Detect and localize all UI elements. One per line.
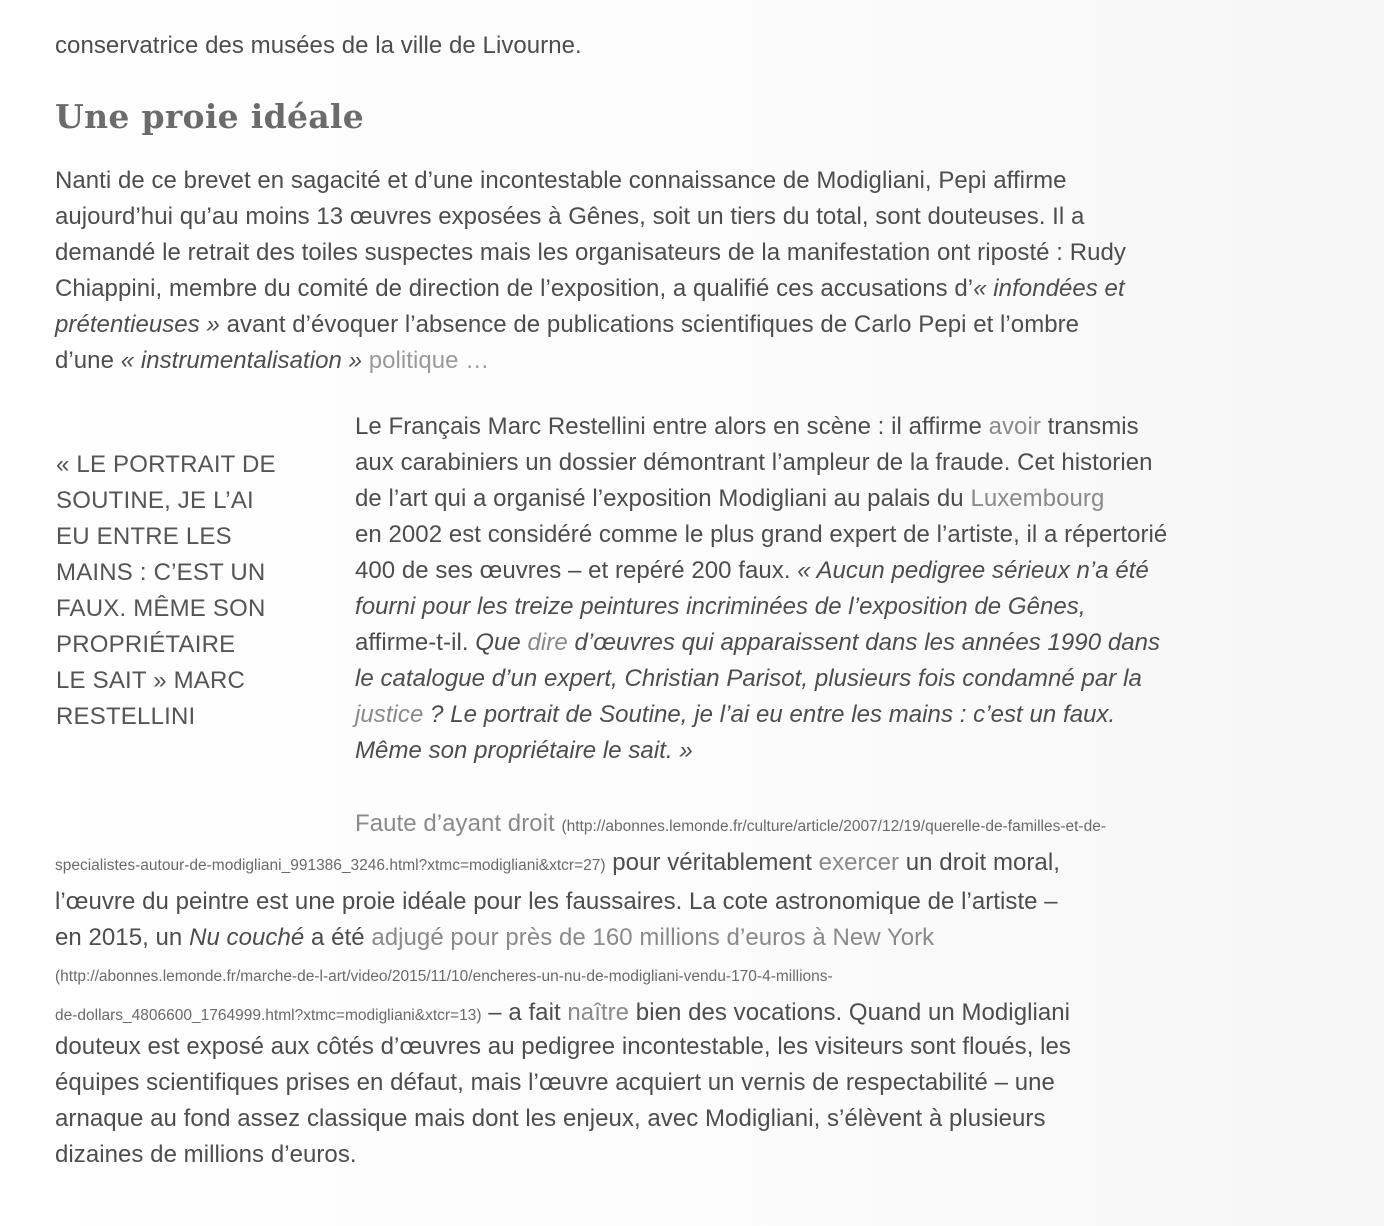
link-exercer[interactable]: exercer [818,849,900,876]
p2-quote: « Aucun pedigree sérieux n’a été [797,557,1149,584]
p1-line: demandé le retrait des toiles suspectes mais les organisateurs de la manifestation ont riposté : Rudy [55,239,1126,266]
p3-line [55,845,1305,884]
p4-line: arnaque au fond assez classique mais dont les enjeux, avec Modigliani, s’élèvent à plusieurs [55,1105,1046,1132]
p2-line [355,553,1305,589]
link-luxembourg[interactable]: Luxembourg [970,485,1105,512]
p2-line [355,661,1305,697]
link-adjuge-new-york[interactable]: adjugé pour près de 160 millions d’euros à New York [371,924,935,951]
p3-text: bien des vocations. Quand un Modigliani [629,999,1071,1026]
p2-quote: ? Le portrait de Soutine, je l’ai eu entre les mains : c’est un faux. [423,701,1116,728]
paragraph-1 [55,163,1295,379]
pull-quote-line: FAUX. MÊME SON [56,595,266,622]
p1-text: avant d’évoquer l’absence de publications scientifiques de Carlo Pepi et l’ombre [219,311,1080,338]
pull-quote-line: EU ENTRE LES [56,523,232,550]
p2-line: en 2002 est considéré comme le plus grand expert de l’artiste, il a répertorié [355,521,1168,548]
p4-line: douteux est exposé aux côtés d’œuvres au pedigree incontestable, les visiteurs sont floués, les [55,1033,1071,1060]
p3-title-nu-couche: Nu couché [189,924,305,951]
lead-line: conservatrice des musées de la ville de Livourne. [55,32,582,59]
p2-line: aux carabiniers un dossier démontrant l’ampleur de la fraude. Cet historien [355,449,1153,476]
p3-text: un droit moral, [899,849,1060,876]
p1-line [55,307,1295,343]
p4-line: dizaines de millions d’euros. [55,1141,357,1168]
p2-text: 400 de ses œuvres – et repéré 200 faux. [355,557,798,584]
p1-line: Nanti de ce brevet en sagacité et d’une incontestable connaissance de Modigliani, Pepi affirme [55,167,1067,194]
p2-line [355,733,1305,769]
p2-quote: le catalogue d’un expert, Christian Parisot, plusieurs fois condamné par la [355,665,1142,692]
p2-line [355,409,1305,445]
p2-text: affirme-t-il. [355,629,476,656]
pull-quote-line: MAINS : C’EST UN [56,559,266,586]
p1-line [55,271,1295,307]
pull-quote-line: PROPRIÉTAIRE [56,631,236,658]
p3-line [55,920,1305,956]
link-dire[interactable]: dire [527,629,568,656]
p2-text: transmis [1040,413,1139,440]
url-faute-ayant-droit-cont[interactable]: specialistes-autour-de-modigliani_991386_3246.html?xtmc=modigliani&xtcr=27) [55,857,606,874]
paragraph-2 [355,409,1305,769]
link-justice[interactable]: justice [355,701,424,728]
p1-line: aujourd’hui qu’au moins 13 œuvres exposées à Gênes, soit un tiers du total, sont douteuses. Il a [55,203,1085,230]
quote-pretentieuses: prétentieuses » [55,311,220,338]
quote-infondees: « infondées et [973,275,1125,302]
p2-text: de l’art qui a organisé l’exposition Modigliani au palais du [355,485,971,512]
p1-text-faint: politique … [361,347,490,374]
p3-text: pour véritablement [605,849,819,876]
url-faute-ayant-droit[interactable]: (http://abonnes.lemonde.fr/culture/article/2007/12/19/querelle-de-familles-et-de- [561,818,1106,835]
p2-quote: Que [475,629,528,656]
p3-line [55,806,1305,845]
url-adjuge[interactable]: (http://abonnes.lemonde.fr/marche-de-l-art/video/2015/11/10/encheres-un-nu-de-modigliani-vendu-170-4-millions- [55,968,833,985]
p3-line [55,956,1305,995]
p3-text: en 2015, un [55,924,190,951]
p2-quote: fourni pour les treize peintures incriminées de l’exposition de Gênes, [355,593,1086,620]
p3-text: – a fait [481,999,568,1026]
p1-text: d’une [55,347,121,374]
pull-quote [56,447,326,735]
p1-line [55,343,1295,379]
p2-line [355,589,1305,625]
url-adjuge-cont[interactable]: de-dollars_4806600_1764999.html?xtmc=modigliani&xtcr=13) [55,1007,482,1024]
p4-line: équipes scientifiques prises en défaut, mais l’œuvre acquiert un vernis de respectabilité – une [55,1069,1055,1096]
pull-quote-line: SOUTINE, JE L’AI [56,487,254,514]
p2-line [355,697,1305,733]
quote-instrumentalisation: « instrumentalisation » [120,347,362,374]
p2-text: Le Français Marc Restellini entre alors en scène : il affirme [355,413,989,440]
link-faute-ayant-droit[interactable]: Faute d’ayant droit [355,810,555,837]
p1-text: Chiappini, membre du comité de direction de l’exposition, a qualifié ces accusations d’ [55,275,974,302]
p2-quote: Même son propriétaire le sait. » [355,737,693,764]
paragraph-3 [55,806,1305,1034]
pull-quote-line: RESTELLINI [56,703,196,730]
paragraph-4 [55,1029,1295,1173]
section-heading: Une proie idéale [55,97,365,136]
p3-line: l’œuvre du peintre est une proie idéale pour les faussaires. La cote astronomique de l’artiste – [55,888,1058,915]
p3-text: a été [304,924,372,951]
link-naitre[interactable]: naître [567,999,630,1026]
link-avoir[interactable]: avoir [988,413,1041,440]
p2-quote: d’œuvres qui apparaissent dans les années 1990 dans [567,629,1161,656]
p2-line [355,625,1305,661]
pull-quote-line: LE SAIT » MARC [56,667,246,694]
p2-line [355,481,1305,517]
pull-quote-line: « LE PORTRAIT DE [56,451,276,478]
